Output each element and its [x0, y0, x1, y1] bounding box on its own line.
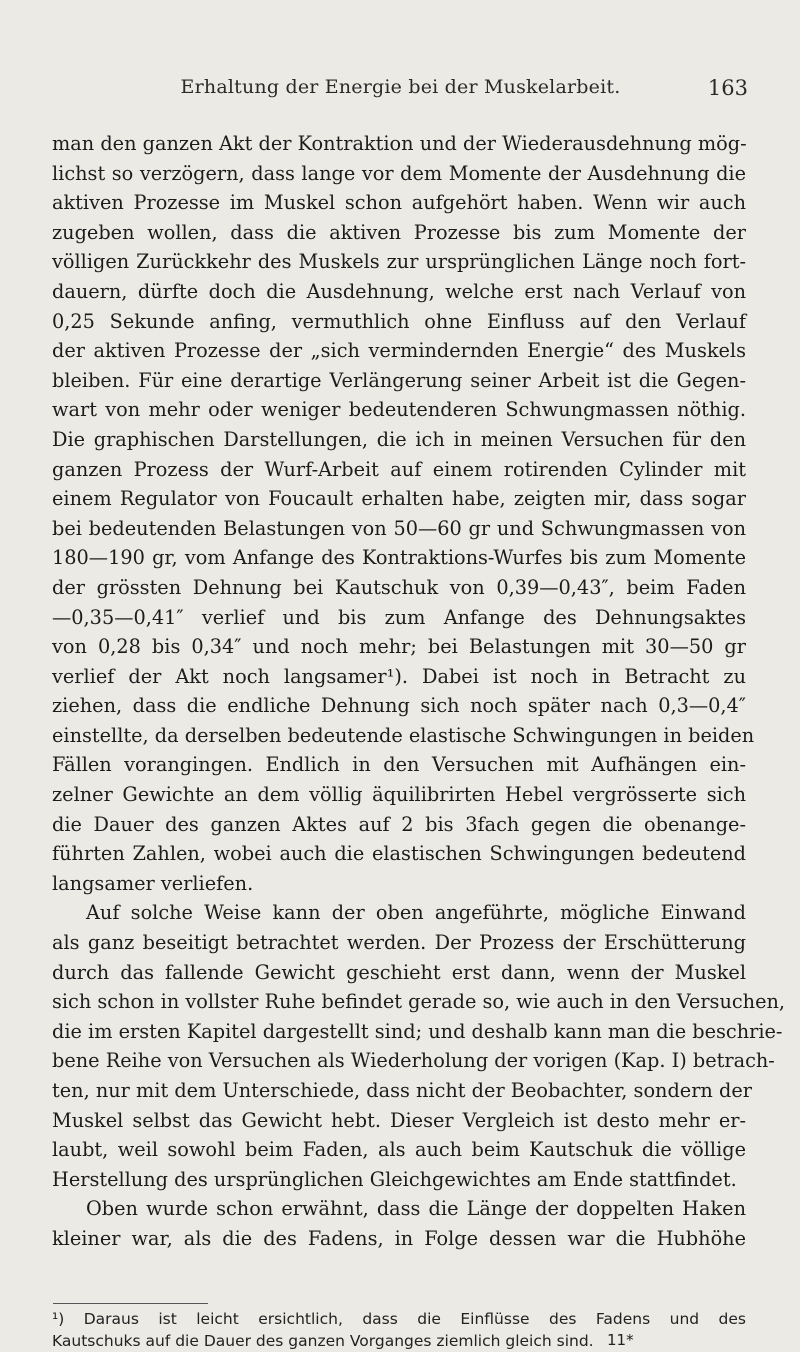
- text-line: zelner Gewichte an dem völlig äquilibrirten Hebel vergrösserte sich: [52, 783, 746, 807]
- text-line: ziehen, dass die endliche Dehnung sich noch später nach 0,3—0,4″: [52, 694, 746, 718]
- text-line: Herstellung des ursprünglichen Gleichgewichtes am Ende stattfindet.: [52, 1167, 737, 1191]
- text-line: lichst so verzögern, dass lange vor dem Momente der Ausdehnung die: [52, 161, 746, 185]
- body-text: [52, 129, 786, 1254]
- text-line: als ganz beseitigt betrachtet werden. Der Prozess der Erschütterung: [52, 931, 746, 955]
- text-line: verlief der Akt noch langsamer¹). Dabei ist noch in Betracht zu: [52, 664, 746, 688]
- text-line: die im ersten Kapitel dargestellt sind; und deshalb kann man die beschrie-: [52, 1019, 783, 1043]
- text-line: dauern, dürfte doch die Ausdehnung, welche erst nach Verlauf von: [52, 279, 746, 303]
- text-line: langsamer verliefen.: [52, 871, 254, 895]
- footnote: [52, 1308, 746, 1352]
- page-header: [53, 76, 748, 106]
- text-line: kleiner war, als die des Fadens, in Folge dessen war die Hubhöhe: [52, 1226, 746, 1250]
- text-line: Auf solche Weise kann der oben angeführte, mögliche Einwand: [86, 901, 746, 925]
- text-line: 180—190 gr, vom Anfange des Kontraktions-Wurfes bis zum Momente: [52, 546, 746, 570]
- signature-mark-inline: 11*: [607, 1331, 634, 1349]
- text-line: Fällen vorangingen. Endlich in den Versuchen mit Aufhängen ein-: [52, 753, 746, 777]
- text-line: Muskel selbst das Gewicht hebt. Dieser Vergleich ist desto mehr er-: [52, 1108, 746, 1132]
- text-line: bei bedeutenden Belastungen von 50—60 gr und Schwungmassen von: [52, 516, 746, 540]
- running-title: Erhaltung der Energie bei der Muskelarbeit.: [180, 76, 621, 98]
- text-line: die Dauer des ganzen Aktes auf 2 bis 3fach gegen die obenange-: [52, 812, 746, 836]
- text-line: ganzen Prozess der Wurf-Arbeit auf einem rotirenden Cylinder mit: [52, 457, 746, 481]
- text-line: einstellte, da derselben bedeutende elastische Schwingungen in beiden: [52, 723, 755, 747]
- text-line: führten Zahlen, wobei auch die elastischen Schwingungen bedeutend: [52, 842, 746, 866]
- text-line: laubt, weil sowohl beim Faden, als auch beim Kautschuk die völlige: [52, 1138, 746, 1162]
- footnote-line: Kautschuks auf die Dauer des ganzen Vorganges ziemlich gleich sind. 11*: [52, 1331, 634, 1350]
- text-line: aktiven Prozesse im Muskel schon aufgehört haben. Wenn wir auch: [52, 191, 746, 215]
- footnote-divider: [53, 1303, 208, 1304]
- text-line: von 0,28 bis 0,34″ und noch mehr; bei Belastungen mit 30—50 gr: [52, 635, 746, 659]
- text-line: —0,35—0,41″ verlief und bis zum Anfange des Dehnungsaktes: [52, 605, 746, 629]
- text-line: 0,25 Sekunde anfing, vermuthlich ohne Einfluss auf den Verlauf: [52, 309, 746, 333]
- text-line: einem Regulator von Foucault erhalten habe, zeigten mir, dass sogar: [52, 487, 746, 511]
- text-line: zugeben wollen, dass die aktiven Prozesse bis zum Momente der: [52, 220, 746, 244]
- text-line: man den ganzen Akt der Kontraktion und der Wiederausdehnung mög-: [52, 132, 747, 155]
- text-line: ten, nur mit dem Unterschiede, dass nicht der Beobachter, sondern der: [52, 1079, 752, 1102]
- text-line: Oben wurde schon erwähnt, dass die Länge der doppelten Haken: [86, 1197, 746, 1221]
- text-line: Die graphischen Darstellungen, die ich in meinen Versuchen für den: [52, 427, 746, 451]
- text-line: wart von mehr oder weniger bedeutenderen Schwungmassen nöthig.: [52, 398, 746, 422]
- text-line: völligen Zurückkehr des Muskels zur ursprünglichen Länge noch fort-: [52, 250, 746, 274]
- page-number: 163: [707, 76, 748, 100]
- text-line: bleiben. Für eine derartige Verlängerung seiner Arbeit ist die Gegen-: [52, 368, 746, 392]
- text-line: bene Reihe von Versuchen als Wiederholung der vorigen (Kap. I) betrach-: [52, 1049, 775, 1073]
- text-line: der aktiven Prozesse der „sich vermindernden Energie“ des Muskels: [52, 339, 746, 363]
- text-line: der grössten Dehnung bei Kautschuk von 0,39—0,43″, beim Faden: [52, 575, 746, 599]
- footnote-line: ¹) Daraus ist leicht ersichtlich, dass die Einflüsse des Fadens und des: [52, 1310, 746, 1328]
- text-line: durch das fallende Gewicht geschieht erst dann, wenn der Muskel: [52, 960, 746, 984]
- text-line: sich schon in vollster Ruhe befindet gerade so, wie auch in den Versuchen,: [52, 990, 786, 1014]
